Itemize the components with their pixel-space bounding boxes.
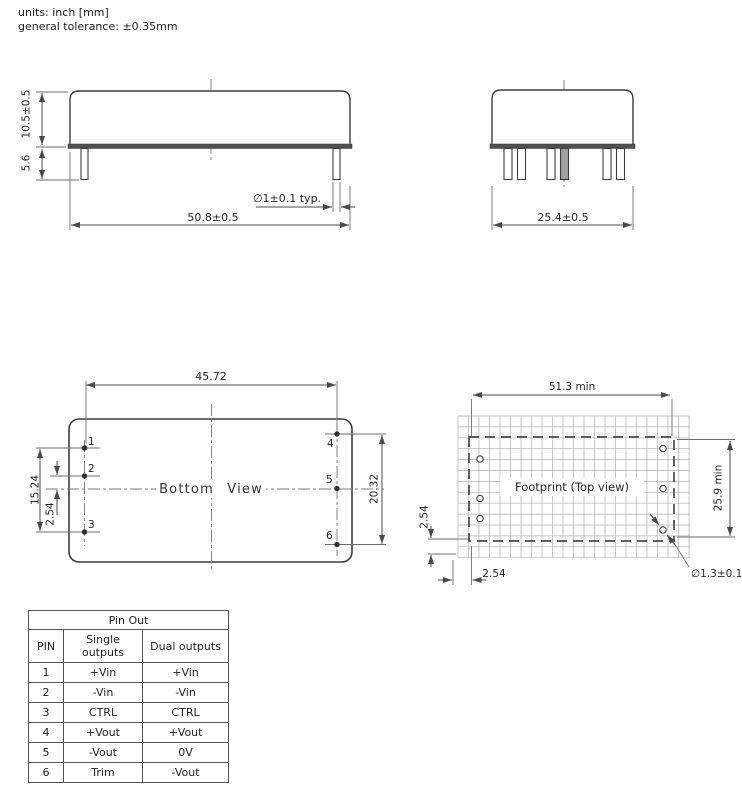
footprint-width-dim: 51.3 min	[548, 381, 596, 393]
end-view-pins	[504, 149, 625, 180]
single-output-value: +Vin	[64, 663, 143, 683]
pin-label-6: 6	[326, 530, 333, 542]
table-row	[29, 683, 229, 703]
pin-number: 6	[29, 763, 64, 783]
col-header-pin: PIN	[29, 630, 64, 663]
col-header-single-outputs: Single outputs	[64, 630, 143, 663]
end-view-baseplate	[490, 144, 635, 149]
bottom-view-title: Bottom View	[159, 482, 263, 497]
end-view-width-dim: 25.4±0.5	[537, 211, 589, 224]
side-view-left-pin	[81, 149, 88, 180]
pin-number: 3	[29, 703, 64, 723]
bottom-view-drawing	[30, 370, 387, 572]
dual-output-value: -Vout	[143, 763, 229, 783]
pinout-table-title-row	[29, 611, 229, 630]
dual-output-value: -Vin	[143, 683, 229, 703]
pin-label-1: 1	[88, 436, 95, 448]
table-row	[29, 663, 229, 683]
tolerance-note: general tolerance: ±0.35mm	[18, 20, 178, 33]
dual-output-value: 0V	[143, 743, 229, 763]
footprint-drawing	[419, 381, 742, 585]
footprint-height-dim: 25.9 min	[712, 464, 725, 512]
units-note: units: inch [mm]	[18, 6, 109, 19]
footprint-hole-diameter-dim: ∅1.3±0.1	[691, 568, 742, 580]
col-header-dual-outputs: Dual outputs	[143, 630, 229, 663]
side-view-pin-length-dim: 5.6	[20, 154, 33, 172]
dual-output-value: +Vout	[143, 723, 229, 743]
side-view-right-pin	[333, 149, 340, 180]
pin-number: 2	[29, 683, 64, 703]
dual-output-value: +Vin	[143, 663, 229, 683]
bottom-view-pin-span-dim: 45.72	[195, 370, 227, 383]
footprint-title: Footprint (Top view)	[515, 480, 629, 494]
footprint-margin-left-dim: 2.54	[418, 505, 431, 529]
single-output-value: CTRL	[64, 703, 143, 723]
dual-output-value: CTRL	[143, 703, 229, 723]
pin-number: 4	[29, 723, 64, 743]
bottom-view-right-pitch-dim: 20.32	[368, 473, 381, 505]
footprint-margin-bottom-dim: 2.54	[482, 568, 506, 580]
side-view-width-dim: 50.8±0.5	[187, 211, 239, 224]
side-view-pin-diameter-note: ∅1±0.1 typ.	[252, 192, 322, 205]
pinout-table-title: Pin Out	[29, 611, 229, 630]
pin-label-4: 4	[327, 438, 334, 450]
table-row	[29, 723, 229, 743]
side-view-baseplate	[68, 144, 352, 149]
pin-number: 5	[29, 743, 64, 763]
bottom-view-offset-dim: 2.54	[44, 502, 57, 526]
side-view-height-dim: 10.5±0.5	[20, 89, 33, 139]
pin-label-2: 2	[88, 463, 95, 475]
table-row	[29, 763, 229, 783]
table-row	[29, 703, 229, 723]
pinout-table	[28, 610, 229, 783]
table-row	[29, 743, 229, 763]
pin-number: 1	[29, 663, 64, 683]
pinout-table-header-row	[29, 630, 229, 663]
bottom-view-left-pitch-dim: 15.24	[29, 474, 42, 506]
pin-label-5: 5	[326, 474, 333, 486]
side-view-drawing	[21, 79, 356, 230]
single-output-value: Trim	[64, 763, 143, 783]
single-output-value: -Vout	[64, 743, 143, 763]
single-output-value: +Vout	[64, 723, 143, 743]
end-view-drawing	[490, 80, 635, 230]
single-output-value: -Vin	[64, 683, 143, 703]
pin-label-3: 3	[88, 519, 95, 531]
